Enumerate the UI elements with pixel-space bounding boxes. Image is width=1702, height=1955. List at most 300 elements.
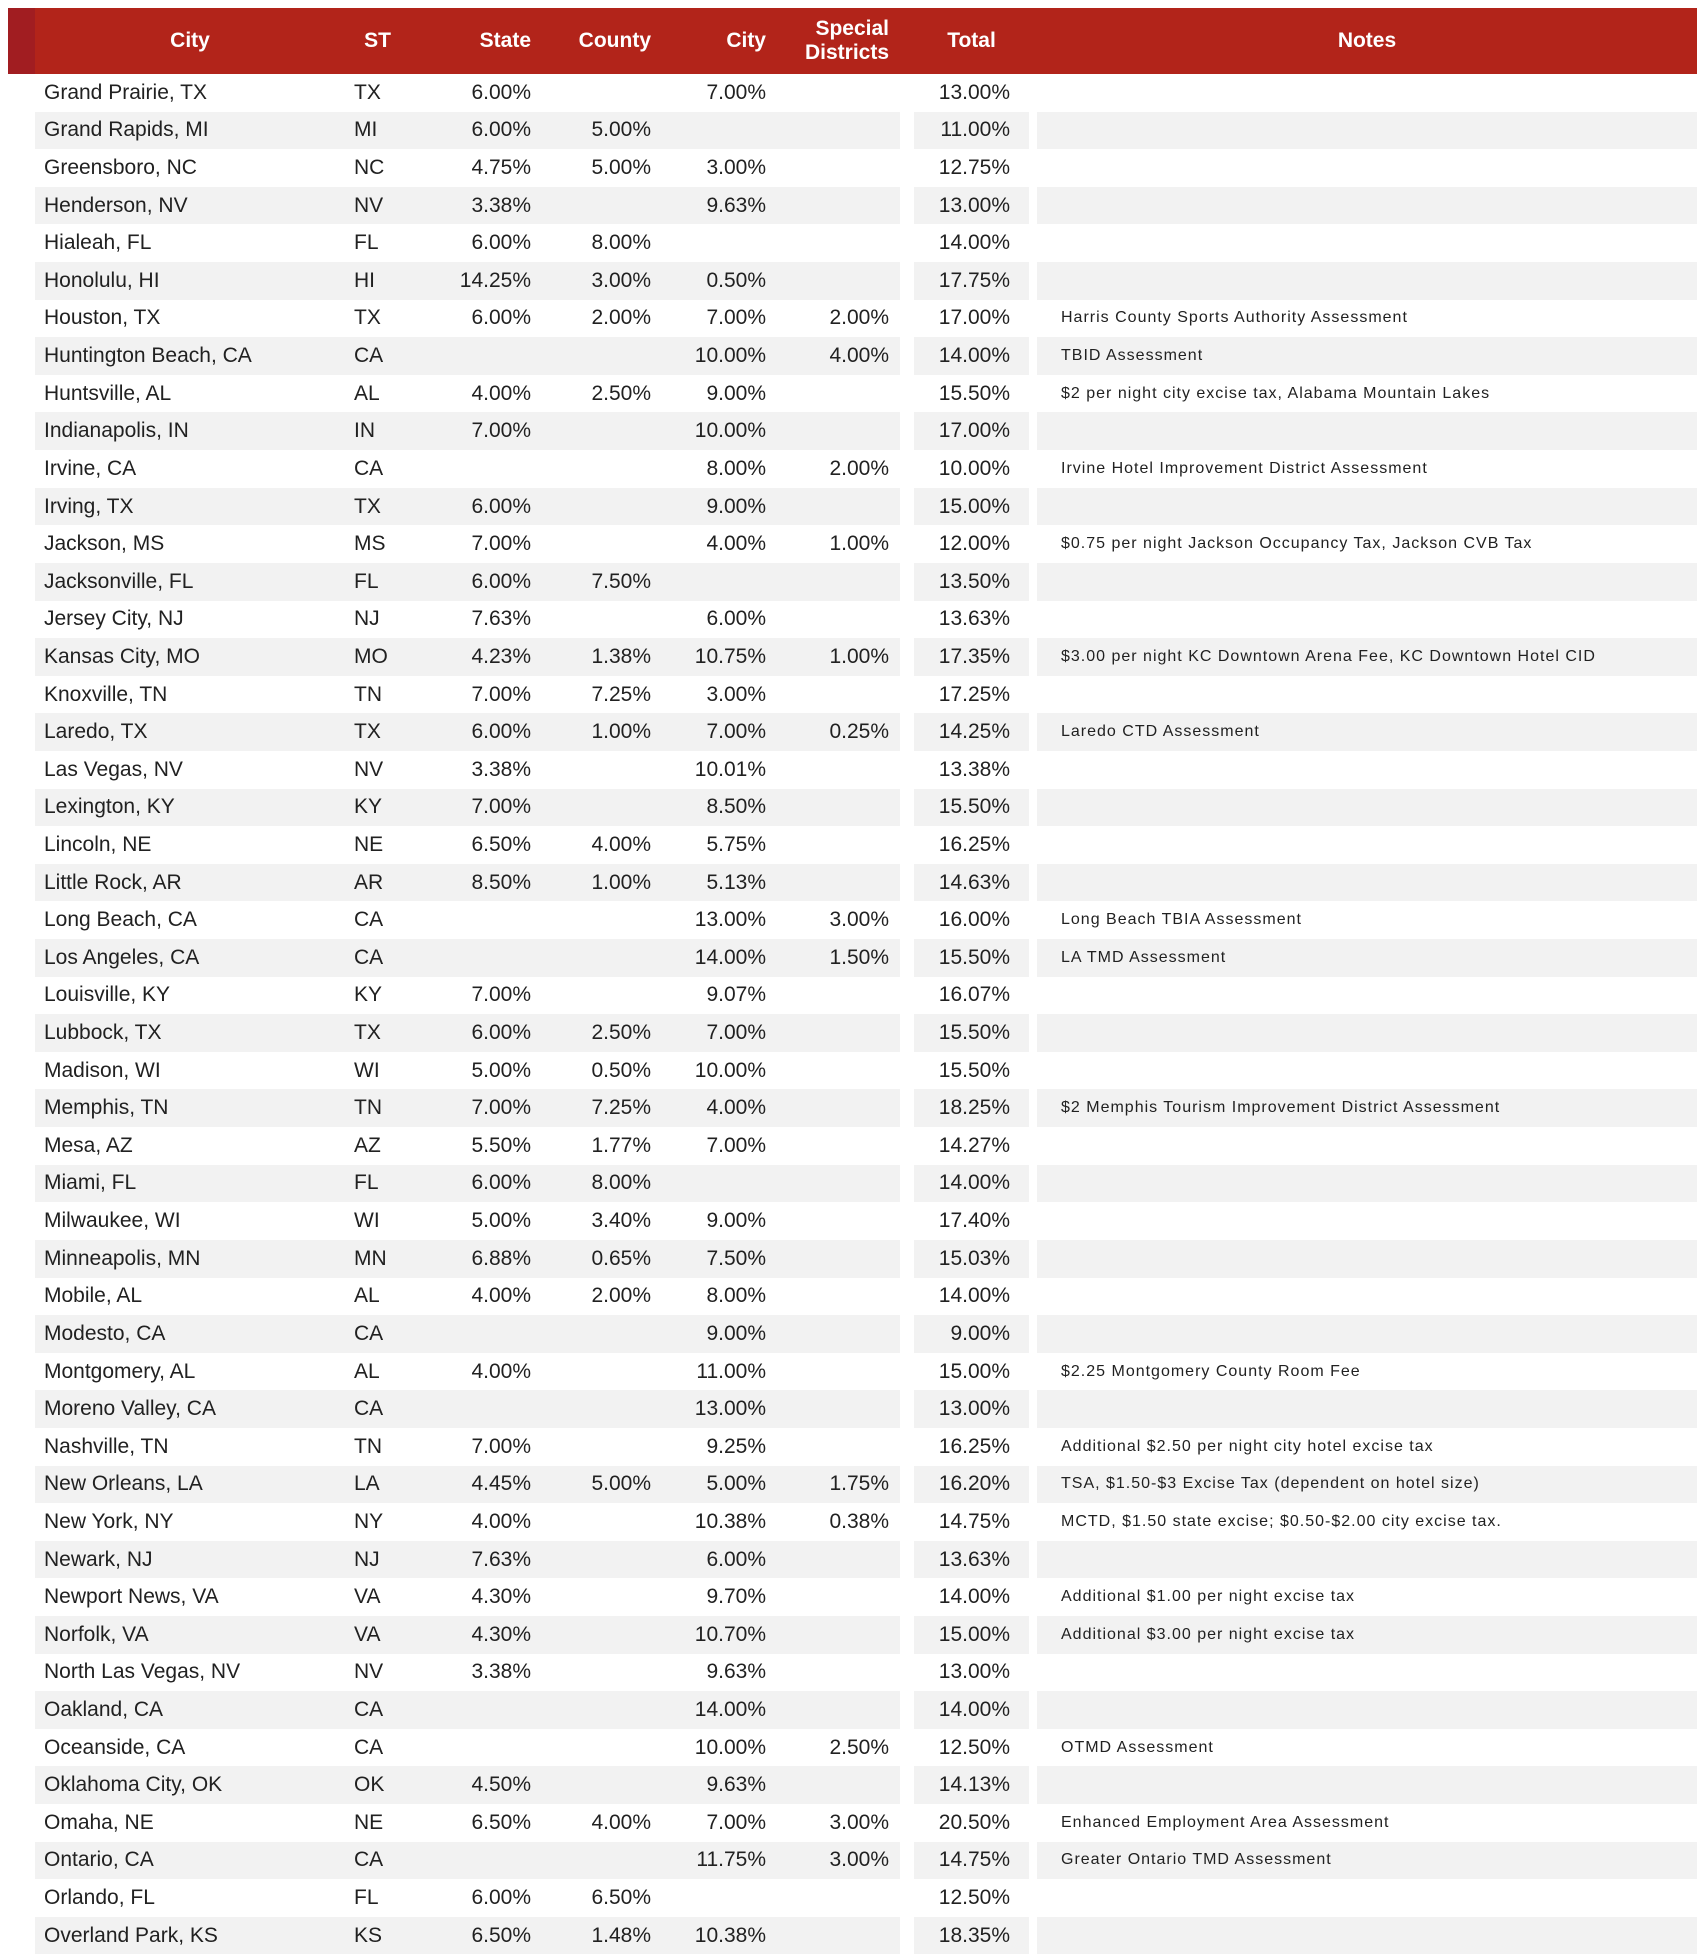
cell-county-rate: 8.00% xyxy=(591,231,651,255)
cell-state-rate: 7.00% xyxy=(471,532,531,556)
cell-total-rate: 17.25% xyxy=(938,682,1010,706)
cell-total-rate: 13.50% xyxy=(938,569,1010,593)
cell-notes: $2 per night city excise tax, Alabama Mountain Lakes xyxy=(1061,384,1491,402)
cell-city-rate: 6.00% xyxy=(706,1547,766,1571)
cell-st: VA xyxy=(354,1622,381,1646)
cell-special-districts-rate xyxy=(776,601,900,639)
cell-total-rate: 12.00% xyxy=(938,532,1010,556)
cell-city: Louisville, KY xyxy=(44,983,171,1007)
column-gap xyxy=(900,1315,914,1353)
cell-state-rate: 4.00% xyxy=(471,1359,531,1383)
cell-total-rate: 18.25% xyxy=(938,1096,1010,1120)
cell-county-rate xyxy=(541,939,661,977)
cell-special-districts-rate xyxy=(776,1578,900,1616)
cell-total-rate: 17.35% xyxy=(938,644,1010,668)
cell-city: Orlando, FL xyxy=(44,1886,155,1910)
row-spacer-cell xyxy=(8,1315,35,1353)
table-row xyxy=(8,676,1697,714)
cell-county-rate xyxy=(541,1729,661,1767)
table-row xyxy=(8,1917,1697,1955)
cell-st: NJ xyxy=(354,1547,380,1571)
column-gap xyxy=(900,901,914,939)
cell-city-rate xyxy=(661,112,776,150)
cell-city-rate xyxy=(661,1165,776,1203)
table-row xyxy=(8,1578,1697,1616)
cell-city: Henderson, NV xyxy=(44,193,188,217)
cell-special-districts-rate xyxy=(776,1127,900,1165)
row-spacer-cell xyxy=(8,1804,35,1842)
column-gap xyxy=(1029,638,1037,676)
cell-total-rate: 18.35% xyxy=(938,1923,1010,1947)
cell-special-districts-rate xyxy=(776,789,900,827)
column-gap xyxy=(900,1766,914,1804)
cell-st: NV xyxy=(354,193,384,217)
cell-city-rate: 9.63% xyxy=(706,1773,766,1797)
cell-county-rate xyxy=(541,1315,661,1353)
cell-notes xyxy=(1037,864,1697,902)
cell-total-rate: 15.50% xyxy=(938,795,1010,819)
cell-city: Hialeah, FL xyxy=(44,231,152,255)
column-gap xyxy=(1029,1729,1037,1767)
column-header-notes[interactable]: Notes xyxy=(1337,29,1397,52)
cell-county-rate: 5.00% xyxy=(591,156,651,180)
column-gap xyxy=(1029,1052,1037,1090)
cell-notes: $2 Memphis Tourism Improvement District Assessment xyxy=(1061,1099,1501,1117)
row-spacer-cell xyxy=(8,1127,35,1165)
cell-city-rate: 10.00% xyxy=(694,1058,766,1082)
table-row xyxy=(8,300,1697,338)
column-gap xyxy=(900,977,914,1015)
table-row xyxy=(8,337,1697,375)
row-spacer-cell xyxy=(8,977,35,1015)
cell-total-rate: 16.25% xyxy=(938,832,1010,856)
cell-st: NJ xyxy=(354,607,380,631)
cell-notes xyxy=(1037,676,1697,714)
cell-special-districts-rate: 1.50% xyxy=(829,945,889,969)
cell-county-rate: 7.25% xyxy=(591,682,651,706)
column-gap xyxy=(900,789,914,827)
cell-st: VA xyxy=(354,1585,381,1609)
table-row xyxy=(8,977,1697,1015)
cell-city: Houston, TX xyxy=(44,306,161,330)
table-row xyxy=(8,149,1697,187)
table-row xyxy=(8,1616,1697,1654)
cell-state-rate xyxy=(410,901,541,939)
cell-state-rate: 4.23% xyxy=(471,644,531,668)
table-row xyxy=(8,751,1697,789)
cell-city-rate: 7.50% xyxy=(706,1246,766,1270)
table-row xyxy=(8,939,1697,977)
table-row xyxy=(8,1165,1697,1203)
cell-special-districts-rate xyxy=(776,1428,900,1466)
cell-special-districts-rate xyxy=(776,112,900,150)
table-row xyxy=(8,488,1697,526)
column-gap xyxy=(900,826,914,864)
table-row xyxy=(8,1390,1697,1428)
cell-st: CA xyxy=(354,456,384,480)
column-gap xyxy=(900,224,914,262)
column-gap xyxy=(900,939,914,977)
cell-city-rate xyxy=(661,563,776,601)
cell-special-districts-rate xyxy=(776,1014,900,1052)
cell-total-rate: 13.38% xyxy=(938,757,1010,781)
cell-st: CA xyxy=(354,945,384,969)
column-header-city-rate[interactable]: City xyxy=(726,29,766,52)
cell-state-rate xyxy=(410,1390,541,1428)
cell-special-districts-rate: 1.75% xyxy=(829,1472,889,1496)
cell-state-rate: 4.30% xyxy=(471,1622,531,1646)
column-gap xyxy=(1029,713,1037,751)
cell-city: Huntington Beach, CA xyxy=(44,344,252,368)
column-gap xyxy=(1029,375,1037,413)
table-row xyxy=(8,901,1697,939)
column-gap xyxy=(1029,1616,1037,1654)
cell-county-rate xyxy=(541,337,661,375)
cell-state-rate: 6.00% xyxy=(471,494,531,518)
cell-total-rate: 15.50% xyxy=(938,1021,1010,1045)
cell-city: Lincoln, NE xyxy=(44,832,152,856)
table-row xyxy=(8,112,1697,150)
cell-city: Irvine, CA xyxy=(44,456,137,480)
cell-state-rate: 3.38% xyxy=(471,1660,531,1684)
column-gap xyxy=(900,751,914,789)
table-row xyxy=(8,1278,1697,1316)
row-spacer-cell xyxy=(8,1654,35,1692)
cell-city-rate: 10.01% xyxy=(694,757,766,781)
column-gap xyxy=(1029,1428,1037,1466)
cell-st: TX xyxy=(354,1021,381,1045)
cell-total-rate: 15.50% xyxy=(938,945,1010,969)
table-row xyxy=(8,563,1697,601)
table-row xyxy=(8,74,1697,112)
cell-state-rate: 4.00% xyxy=(471,1284,531,1308)
column-gap xyxy=(1029,901,1037,939)
cell-special-districts-rate: 1.00% xyxy=(829,532,889,556)
cell-state-rate: 3.38% xyxy=(471,193,531,217)
cell-city-rate: 11.00% xyxy=(696,1359,766,1383)
cell-state-rate: 6.50% xyxy=(471,1810,531,1834)
table-row xyxy=(8,1466,1697,1504)
cell-city: Los Angeles, CA xyxy=(44,945,200,969)
cell-county-rate xyxy=(541,1541,661,1579)
cell-notes xyxy=(1037,789,1697,827)
cell-notes: $3.00 per night KC Downtown Arena Fee, KC Downtown Hotel CID xyxy=(1061,647,1596,665)
row-spacer-cell xyxy=(8,1165,35,1203)
cell-special-districts-rate xyxy=(776,977,900,1015)
row-spacer-cell xyxy=(8,826,35,864)
cell-city: Greensboro, NC xyxy=(44,156,197,180)
column-gap xyxy=(1029,1654,1037,1692)
row-spacer-cell xyxy=(8,864,35,902)
cell-special-districts-rate xyxy=(776,1691,900,1729)
column-gap xyxy=(900,1052,914,1090)
cell-st: CA xyxy=(354,1848,384,1872)
cell-county-rate: 2.50% xyxy=(591,381,651,405)
cell-city: Modesto, CA xyxy=(44,1321,166,1345)
cell-notes: Laredo CTD Assessment xyxy=(1061,723,1260,741)
cell-notes: Additional $3.00 per night excise tax xyxy=(1061,1625,1356,1643)
cell-total-rate: 13.00% xyxy=(938,1660,1010,1684)
cell-city-rate: 9.70% xyxy=(706,1585,766,1609)
cell-notes xyxy=(1037,977,1697,1015)
cell-total-rate: 14.27% xyxy=(938,1133,1010,1157)
cell-notes: Irvine Hotel Improvement District Assessment xyxy=(1061,459,1428,477)
cell-special-districts-rate xyxy=(776,1165,900,1203)
column-gap xyxy=(1029,1842,1037,1880)
cell-special-districts-rate xyxy=(776,1240,900,1278)
cell-state-rate xyxy=(410,939,541,977)
cell-st: LA xyxy=(354,1472,380,1496)
row-spacer-cell xyxy=(8,1278,35,1316)
table-row xyxy=(8,450,1697,488)
cell-total-rate: 14.25% xyxy=(938,720,1010,744)
cell-city: Grand Rapids, MI xyxy=(44,118,209,142)
cell-state-rate: 7.00% xyxy=(471,983,531,1007)
cell-county-rate: 4.00% xyxy=(591,832,651,856)
column-gap xyxy=(1029,826,1037,864)
cell-city-rate: 5.13% xyxy=(706,870,766,894)
cell-city-rate: 8.00% xyxy=(706,1284,766,1308)
cell-notes: $0.75 per night Jackson Occupancy Tax, Jackson CVB Tax xyxy=(1061,535,1533,553)
table-row xyxy=(8,1202,1697,1240)
cell-total-rate: 14.00% xyxy=(938,1171,1010,1195)
row-spacer-cell xyxy=(8,1089,35,1127)
cell-total-rate: 14.00% xyxy=(938,1698,1010,1721)
column-header-county[interactable]: County xyxy=(578,29,651,52)
table-row xyxy=(8,1842,1697,1880)
column-gap xyxy=(1029,300,1037,338)
cell-st: CA xyxy=(354,1735,384,1759)
column-gap xyxy=(1029,1879,1037,1917)
cell-county-rate xyxy=(541,1616,661,1654)
table-row xyxy=(8,601,1697,639)
cell-total-rate: 14.63% xyxy=(938,870,1010,894)
header-gap xyxy=(1029,8,1037,74)
column-gap xyxy=(1029,1691,1037,1729)
cell-notes: MCTD, $1.50 state excise; $0.50-$2.00 city excise tax. xyxy=(1061,1512,1502,1530)
cell-st: NE xyxy=(354,832,384,856)
cell-county-rate xyxy=(541,901,661,939)
table-row xyxy=(8,826,1697,864)
cell-notes xyxy=(1037,826,1697,864)
cell-state-rate: 4.00% xyxy=(471,381,531,405)
cell-notes xyxy=(1037,601,1697,639)
column-gap xyxy=(900,1089,914,1127)
cell-county-rate xyxy=(541,751,661,789)
cell-special-districts-rate xyxy=(776,1052,900,1090)
cell-county-rate xyxy=(541,488,661,526)
cell-notes: Additional $2.50 per night city hotel excise tax xyxy=(1061,1437,1434,1455)
column-header-city[interactable]: City xyxy=(170,29,210,52)
cell-special-districts-rate xyxy=(776,187,900,225)
column-gap xyxy=(1029,1127,1037,1165)
column-gap xyxy=(900,601,914,639)
cell-state-rate: 6.50% xyxy=(471,1923,531,1947)
cell-total-rate: 20.50% xyxy=(938,1810,1010,1834)
cell-county-rate xyxy=(541,412,661,450)
cell-state-rate: 7.00% xyxy=(471,1434,531,1458)
cell-city: Lexington, KY xyxy=(44,795,175,819)
table-row xyxy=(8,1879,1697,1917)
cell-city-rate: 7.00% xyxy=(706,306,766,330)
column-gap xyxy=(1029,488,1037,526)
cell-city: Milwaukee, WI xyxy=(44,1209,181,1233)
cell-city-rate: 5.75% xyxy=(706,832,766,856)
cell-special-districts-rate xyxy=(776,1315,900,1353)
column-gap xyxy=(1029,112,1037,150)
cell-city: New York, NY xyxy=(44,1509,174,1533)
cell-special-districts-rate xyxy=(776,412,900,450)
cell-city: Grand Prairie, TX xyxy=(44,80,208,104)
cell-notes: $2.25 Montgomery County Room Fee xyxy=(1061,1362,1361,1380)
cell-county-rate xyxy=(541,450,661,488)
cell-county-rate: 3.00% xyxy=(591,268,651,292)
cell-st: TX xyxy=(354,80,381,104)
table-row xyxy=(8,789,1697,827)
cell-special-districts-rate: 2.00% xyxy=(829,456,889,480)
cell-total-rate: 9.00% xyxy=(950,1321,1010,1345)
row-spacer-cell xyxy=(8,713,35,751)
column-gap xyxy=(900,1804,914,1842)
cell-county-rate: 0.50% xyxy=(591,1058,651,1082)
cell-city-rate: 9.25% xyxy=(706,1434,766,1458)
cell-city-rate: 3.00% xyxy=(706,682,766,706)
cell-special-districts-rate xyxy=(776,1879,900,1917)
cell-notes xyxy=(1037,1014,1697,1052)
cell-st: CA xyxy=(354,1397,384,1421)
cell-total-rate: 15.00% xyxy=(938,1359,1010,1383)
cell-notes xyxy=(1037,1202,1697,1240)
cell-notes xyxy=(1037,1278,1697,1316)
row-spacer-cell xyxy=(8,1842,35,1880)
cell-total-rate: 12.50% xyxy=(938,1886,1010,1910)
column-gap xyxy=(1029,1503,1037,1541)
cell-county-rate xyxy=(541,1691,661,1729)
cell-state-rate: 7.63% xyxy=(471,1547,531,1571)
cell-county-rate: 7.50% xyxy=(591,569,651,593)
cell-city-rate: 9.07% xyxy=(706,983,766,1007)
column-gap xyxy=(1029,1014,1037,1052)
row-spacer-cell xyxy=(8,412,35,450)
column-gap xyxy=(1029,450,1037,488)
cell-st: AZ xyxy=(354,1133,381,1157)
cell-county-rate: 2.00% xyxy=(591,1284,651,1308)
cell-special-districts-rate xyxy=(776,1917,900,1955)
cell-notes xyxy=(1037,1390,1697,1428)
column-gap xyxy=(900,1729,914,1767)
column-gap xyxy=(1029,224,1037,262)
cell-city-rate: 13.00% xyxy=(694,908,766,932)
cell-total-rate: 15.50% xyxy=(938,381,1010,405)
column-gap xyxy=(900,412,914,450)
column-header-total[interactable]: Total xyxy=(947,29,996,52)
column-header-state[interactable]: State xyxy=(479,29,531,52)
cell-city-rate xyxy=(661,1879,776,1917)
cell-city: Minneapolis, MN xyxy=(44,1246,201,1270)
cell-city: Huntsville, AL xyxy=(44,381,172,405)
row-spacer-cell xyxy=(8,488,35,526)
row-spacer-cell xyxy=(8,638,35,676)
cell-county-rate: 1.77% xyxy=(591,1133,651,1157)
cell-county-rate: 4.00% xyxy=(591,1810,651,1834)
cell-city: Ontario, CA xyxy=(44,1848,154,1872)
cell-state-rate: 6.00% xyxy=(471,1171,531,1195)
cell-notes xyxy=(1037,1766,1697,1804)
cell-special-districts-rate: 1.00% xyxy=(829,644,889,668)
cell-special-districts-rate xyxy=(776,563,900,601)
cell-total-rate: 15.00% xyxy=(938,494,1010,518)
column-gap xyxy=(900,563,914,601)
cell-st: NC xyxy=(354,156,385,180)
row-spacer-cell xyxy=(8,112,35,150)
cell-county-rate xyxy=(541,1842,661,1880)
column-gap xyxy=(1029,601,1037,639)
cell-state-rate: 8.50% xyxy=(471,870,531,894)
row-spacer-cell xyxy=(8,1879,35,1917)
cell-st: FL xyxy=(354,569,379,593)
column-gap xyxy=(900,864,914,902)
cell-county-rate xyxy=(541,1390,661,1428)
cell-st: WI xyxy=(354,1209,380,1233)
cell-city: Little Rock, AR xyxy=(44,870,182,894)
cell-county-rate: 1.48% xyxy=(591,1923,651,1947)
table-header-row xyxy=(8,8,1697,74)
cell-total-rate: 13.00% xyxy=(938,1397,1010,1421)
cell-city-rate: 14.00% xyxy=(694,945,766,969)
cell-st: CA xyxy=(354,1321,384,1345)
cell-total-rate: 15.00% xyxy=(938,1622,1010,1646)
cell-special-districts-rate: 0.25% xyxy=(829,720,889,744)
column-header-special-districts[interactable]: Special Districts xyxy=(804,16,889,64)
column-gap xyxy=(1029,525,1037,563)
row-spacer-cell xyxy=(8,525,35,563)
column-gap xyxy=(900,1503,914,1541)
cell-notes: TSA, $1.50-$3 Excise Tax (dependent on hotel size) xyxy=(1061,1475,1480,1493)
row-spacer-cell xyxy=(8,187,35,225)
cell-city-rate: 9.00% xyxy=(706,494,766,518)
column-gap xyxy=(900,1691,914,1729)
cell-state-rate xyxy=(410,1729,541,1767)
cell-notes xyxy=(1037,488,1697,526)
column-gap xyxy=(1029,412,1037,450)
cell-city: Knoxville, TN xyxy=(44,682,168,706)
cell-city-rate: 10.00% xyxy=(694,1735,766,1759)
cell-state-rate: 5.50% xyxy=(471,1133,531,1157)
table-row xyxy=(8,1428,1697,1466)
cell-city: Memphis, TN xyxy=(44,1096,169,1120)
cell-total-rate: 11.00% xyxy=(940,118,1010,142)
cell-notes xyxy=(1037,412,1697,450)
column-gap xyxy=(900,1842,914,1880)
row-spacer-cell xyxy=(8,450,35,488)
row-spacer-cell xyxy=(8,300,35,338)
column-gap xyxy=(900,1353,914,1391)
cell-state-rate: 4.75% xyxy=(471,156,531,180)
column-gap xyxy=(1029,676,1037,714)
cell-city-rate: 10.38% xyxy=(694,1923,766,1947)
row-spacer-cell xyxy=(8,1578,35,1616)
cell-state-rate xyxy=(410,1842,541,1880)
column-gap xyxy=(1029,789,1037,827)
row-spacer-cell xyxy=(8,939,35,977)
cell-state-rate: 6.50% xyxy=(471,832,531,856)
cell-city: Long Beach, CA xyxy=(44,908,197,932)
column-header-st[interactable]: ST xyxy=(364,29,391,52)
table-row xyxy=(8,1089,1697,1127)
cell-st: TN xyxy=(354,682,382,706)
cell-city-rate xyxy=(661,224,776,262)
row-spacer-cell xyxy=(8,1616,35,1654)
